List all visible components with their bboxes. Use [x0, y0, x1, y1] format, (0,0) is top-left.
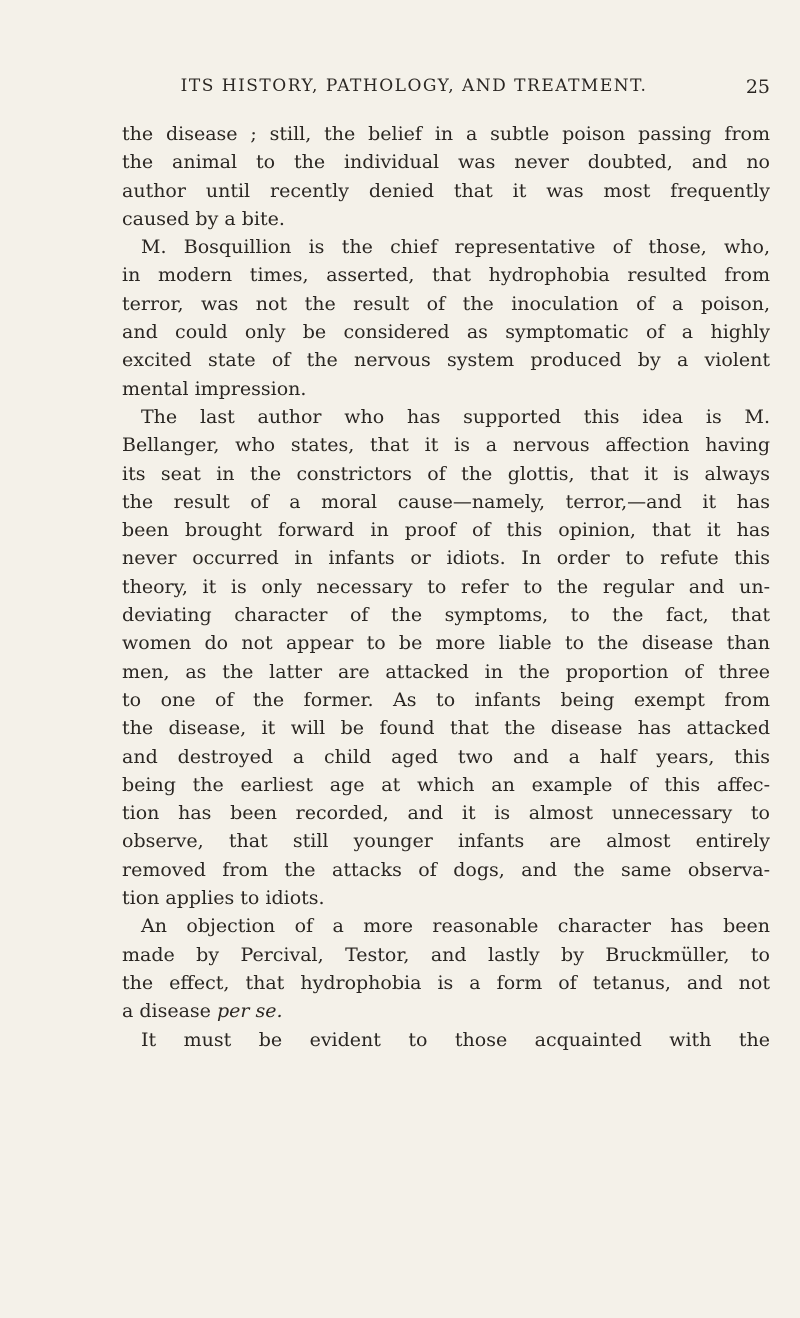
- text-line: never occurred in infants or idiots. In order to refute this: [122, 547, 770, 570]
- text-line: the disease, it will be found that the disease has attacked: [122, 717, 770, 740]
- text-line: removed from the attacks of dogs, and the same observa-: [122, 858, 770, 881]
- text-line: theory, it is only necessary to refer to the regular and un-: [122, 575, 770, 598]
- text-segment: a disease: [122, 1000, 211, 1023]
- text-line: mental impression.: [122, 377, 307, 400]
- body-text: [122, 120, 770, 1054]
- text-line: excited state of the nervous system produced by a violent: [122, 349, 770, 372]
- italic-phrase: per se.: [216, 1000, 283, 1023]
- text-line: author until recently denied that it was most frequently: [122, 179, 770, 202]
- text-line-with-italic: [122, 997, 770, 1025]
- text-line: made by Percival, Testor, and lastly by Bruckmüller, to: [122, 943, 770, 966]
- text-line: M. Bosquillion is the chief representative of those, who,: [141, 236, 770, 259]
- text-line: women do not appear to be more liable to the disease than: [122, 632, 770, 655]
- text-line: tion applies to idiots.: [122, 887, 325, 910]
- text-line: It must be evident to those acquainted with the: [141, 1028, 770, 1051]
- text-line: tion has been recorded, and it is almost unnecessary to: [122, 802, 770, 825]
- text-line: the animal to the individual was never doubted, and no: [122, 151, 770, 174]
- text-line: men, as the latter are attacked in the proportion of three: [122, 660, 770, 683]
- text-line: terror, was not the result of the inoculation of a poison,: [122, 292, 770, 315]
- text-line: Bellanger, who states, that it is a nervous affection having: [122, 434, 770, 457]
- text-line: in modern times, asserted, that hydrophobia resulted from: [122, 264, 770, 287]
- page-header: [118, 76, 770, 106]
- text-line: been brought forward in proof of this opinion, that it has: [122, 519, 770, 542]
- text-line: deviating character of the symptoms, to the fact, that: [122, 604, 770, 627]
- text-line: its seat in the constrictors of the glottis, that it is always: [122, 462, 770, 485]
- text-line: observe, that still younger infants are almost entirely: [122, 830, 770, 853]
- text-line: The last author who has supported this idea is M.: [141, 405, 770, 428]
- text-line: and could only be considered as symptomatic of a highly: [122, 321, 770, 344]
- text-line: and destroyed a child aged two and a half years, this: [122, 745, 770, 768]
- text-line: the result of a moral cause—namely, terror,—and it has: [122, 490, 770, 513]
- text-line: caused by a bite.: [122, 207, 285, 230]
- text-line: the effect, that hydrophobia is a form of tetanus, and not: [122, 971, 770, 994]
- text-line: the disease ; still, the belief in a subtle poison passing from: [122, 123, 770, 145]
- text-line: being the earliest age at which an example of this affec-: [122, 773, 770, 796]
- text-line: An objection of a more reasonable character has been: [141, 915, 770, 938]
- running-title: ITS HISTORY, PATHOLOGY, AND TREATMENT.: [180, 76, 648, 96]
- text-line: to one of the former. As to infants being exempt from: [122, 688, 770, 711]
- page-number: 25: [745, 76, 770, 98]
